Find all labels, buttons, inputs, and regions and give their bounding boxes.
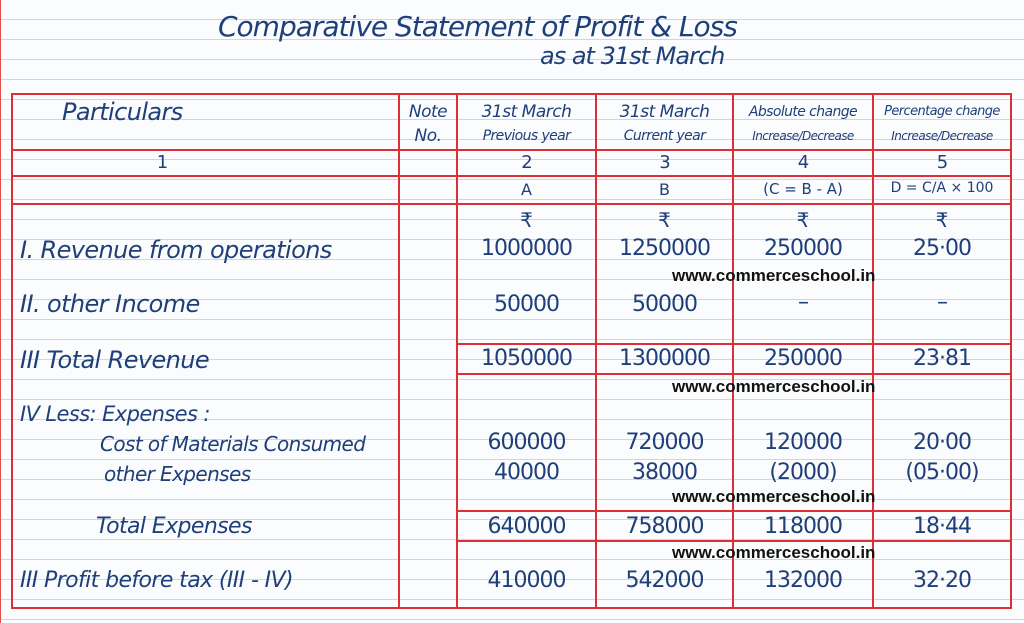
watermark-1: www.commerceschool.in (672, 266, 876, 285)
total-revenue-prev: 1050000 (481, 346, 572, 371)
total-expenses-prev: 640000 (487, 514, 566, 539)
pbt-abs: 132000 (764, 568, 842, 593)
col-number-4: 4 (797, 152, 809, 173)
header-abs-line2: Increase/Decrease (752, 129, 854, 143)
col-letter-b: B (659, 180, 670, 199)
header-pct-line2: Increase/Decrease (891, 129, 993, 143)
rupee-symbol-abs: ₹ (796, 208, 810, 232)
col-letter-c: (C = B - A) (763, 180, 843, 198)
watermark-4: www.commerceschool.in (672, 543, 876, 562)
row-label-pbt: III Profit before tax (III - IV) (20, 568, 293, 593)
other-expenses-prev: 40000 (494, 460, 559, 485)
other-expenses-abs: (2000) (769, 460, 837, 485)
total-expenses-abs: 118000 (764, 514, 842, 539)
rupee-symbol-prev: ₹ (520, 208, 533, 232)
header-particulars: Particulars (62, 98, 183, 126)
other-expenses-pct: (05·00) (905, 460, 979, 485)
row-label-expenses-heading: IV Less: Expenses : (20, 402, 210, 426)
rupee-symbol-curr: ₹ (658, 208, 671, 232)
revenue-curr: 1250000 (619, 236, 710, 261)
statement-title: Comparative Statement of Profit & Loss (218, 10, 737, 43)
statement-subtitle: as at 31st March (540, 42, 725, 70)
rupee-symbol-pct: ₹ (935, 208, 949, 232)
header-curr-line1: 31st March (619, 102, 710, 122)
col-letter-a: A (521, 180, 532, 199)
other-expenses-curr: 38000 (632, 460, 697, 485)
total-revenue-abs: 250000 (764, 346, 842, 371)
other-income-abs: – (798, 290, 808, 315)
col-number-5: 5 (936, 152, 948, 173)
row-label-total-revenue: III Total Revenue (20, 346, 210, 374)
col-number-3: 3 (659, 152, 670, 173)
other-income-curr: 50000 (632, 292, 697, 317)
other-income-pct: – (937, 290, 947, 315)
watermark-2: www.commerceschool.in (672, 377, 876, 396)
pbt-pct: 32·20 (913, 568, 971, 593)
header-prev-line1: 31st March (481, 102, 572, 122)
revenue-prev: 1000000 (481, 236, 572, 261)
total-expenses-curr: 758000 (625, 514, 704, 539)
row-label-other-income: II. other Income (20, 290, 200, 318)
header-note-line2: No. (414, 126, 442, 146)
col-letter-d: D = C/A × 100 (890, 180, 994, 196)
revenue-abs: 250000 (764, 236, 842, 261)
pbt-curr: 542000 (625, 568, 704, 593)
watermark-3: www.commerceschool.in (672, 487, 876, 506)
header-curr-line2: Current year (623, 128, 706, 144)
header-prev-line2: Previous year (482, 128, 571, 144)
header-pct-line1: Percentage change (884, 104, 1000, 119)
row-label-revenue: I. Revenue from operations (20, 236, 332, 264)
header-abs-line1: Absolute change (748, 104, 858, 120)
materials-curr: 720000 (625, 430, 704, 455)
materials-prev: 600000 (487, 430, 566, 455)
total-revenue-pct: 23·81 (913, 346, 971, 371)
header-note-line1: Note (408, 102, 448, 122)
row-label-materials: Cost of Materials Consumed (100, 432, 366, 456)
col-number-2: 2 (521, 152, 532, 173)
other-income-prev: 50000 (494, 292, 559, 317)
materials-abs: 120000 (764, 430, 842, 455)
row-label-other-expenses: other Expenses (104, 462, 251, 486)
col-number-1: 1 (156, 152, 168, 173)
total-revenue-curr: 1300000 (619, 346, 710, 371)
total-expenses-pct: 18·44 (913, 514, 971, 539)
materials-pct: 20·00 (913, 430, 971, 455)
revenue-pct: 25·00 (913, 236, 971, 261)
row-label-total-expenses: Total Expenses (96, 514, 252, 539)
pbt-prev: 410000 (487, 568, 566, 593)
